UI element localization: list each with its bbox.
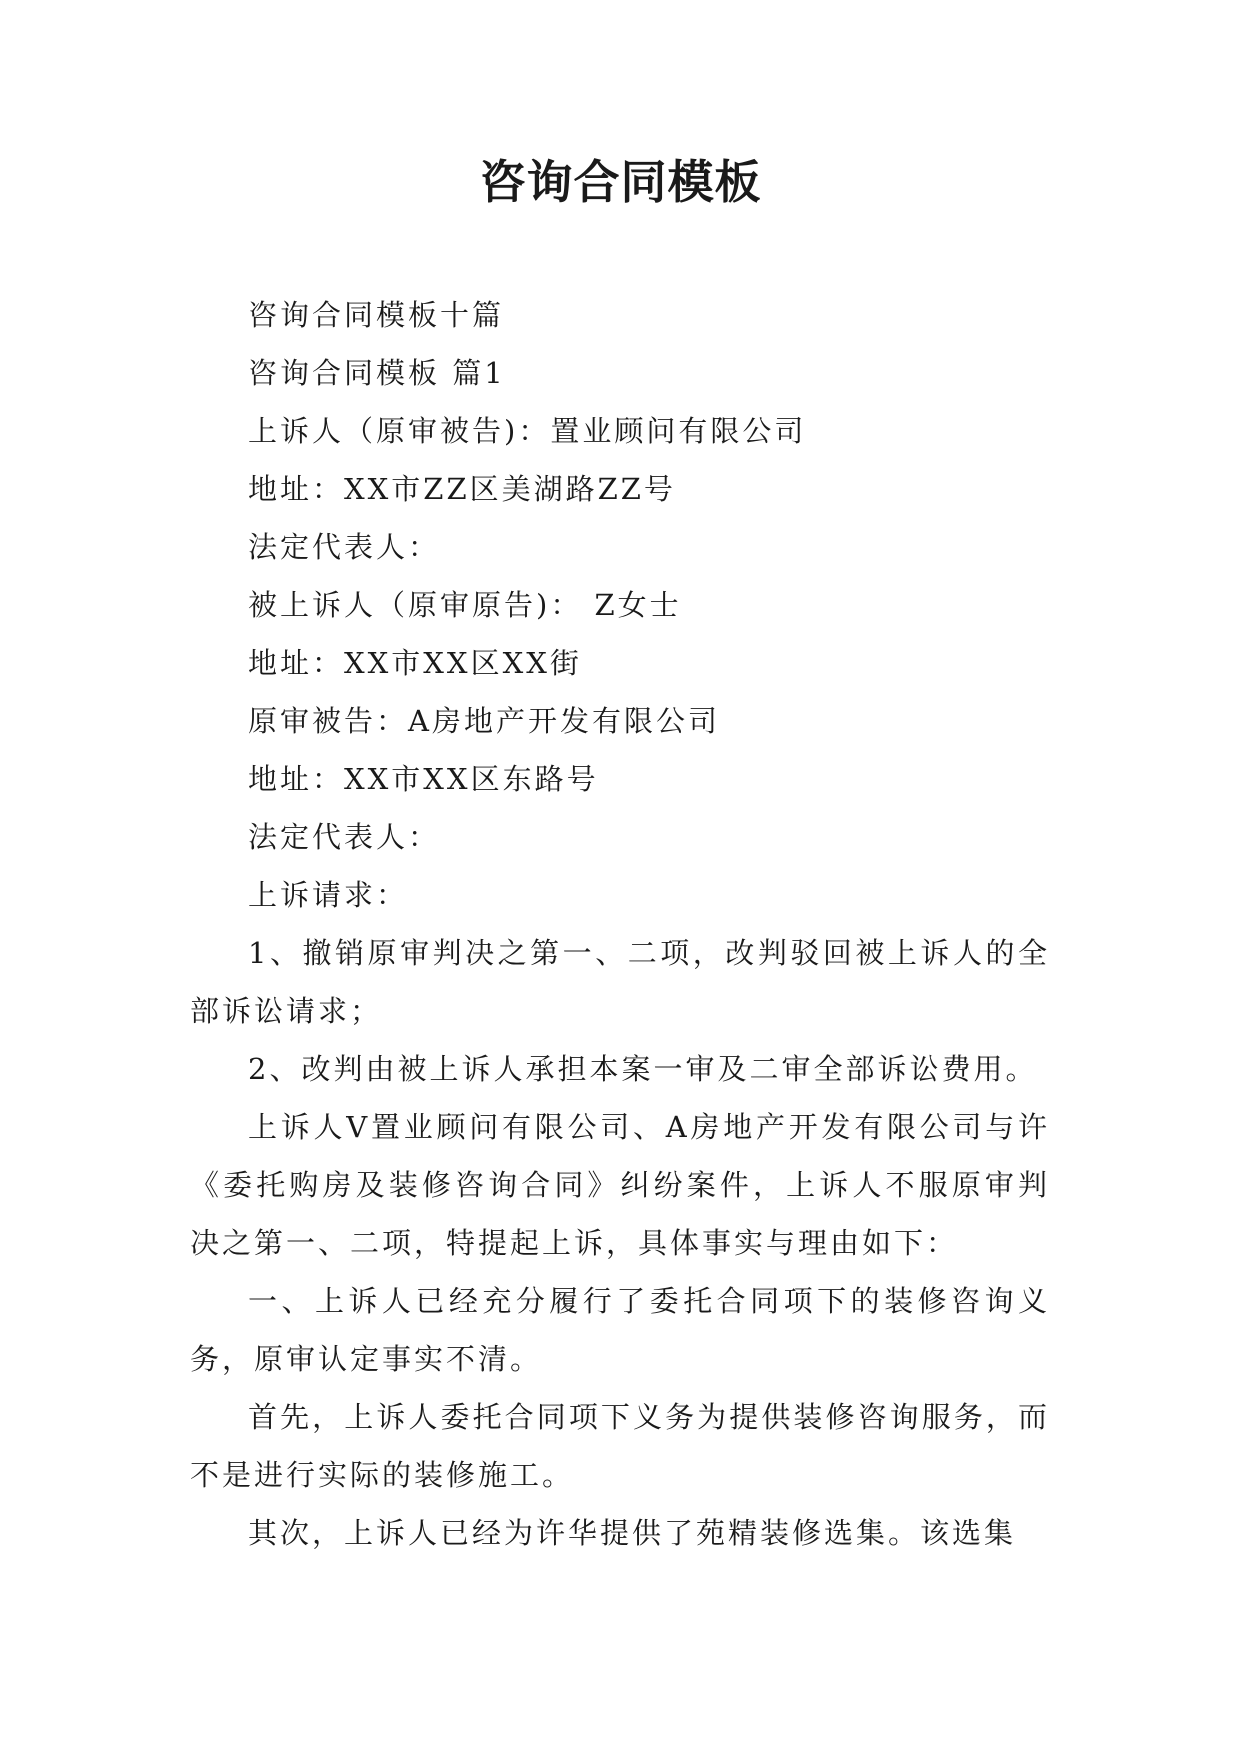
paragraph-case-statement: 上诉人V置业顾问有限公司、A房地产开发有限公司与许《委托购房及装修咨询合同》纠纷案件，上诉人不服原审判决之第一、二项，特提起上诉，具体事实与理由如下： xyxy=(190,1110,1050,1260)
paragraph-reason-second: 其次，上诉人已经为许华提供了苑精装修选集。该选集 xyxy=(248,1516,1017,1550)
paragraph-appeal-requests-heading: 上诉请求： xyxy=(248,878,409,912)
document-title: 咨询合同模板 xyxy=(479,155,762,209)
document-body xyxy=(190,286,1050,1562)
paragraph-subtitle: 咨询合同模板十篇 xyxy=(248,298,505,332)
paragraph-appellant-address: 地址：XX市ZZ区美湖路ZZ号 xyxy=(248,472,676,506)
paragraph-appeal-request-1: 1、撤销原审判决之第一、二项，改判驳回被上诉人的全部诉讼请求； xyxy=(190,936,1050,1028)
paragraph-appellant: 上诉人（原审被告)：置业顾问有限公司 xyxy=(248,414,807,448)
paragraph-reason-first: 首先，上诉人委托合同项下义务为提供装修咨询服务，而不是进行实际的装修施工。 xyxy=(190,1400,1050,1492)
paragraph-appellant-representative: 法定代表人： xyxy=(248,530,441,564)
paragraph-appellee: 被上诉人（原审原告)： Z女士 xyxy=(248,588,682,622)
paragraph-appellee-address: 地址：XX市XX区XX街 xyxy=(248,646,582,680)
paragraph-section-heading: 咨询合同模板 篇1 xyxy=(248,356,506,390)
paragraph-original-defendant-address: 地址：XX市XX区东路号 xyxy=(248,762,599,796)
paragraph-original-defendant: 原审被告：A房地产开发有限公司 xyxy=(248,704,720,738)
paragraph-appeal-request-2: 2、改判由被上诉人承担本案一审及二审全部诉讼费用。 xyxy=(248,1052,1038,1086)
paragraph-original-defendant-representative: 法定代表人： xyxy=(248,820,441,854)
paragraph-reason-1: 一、上诉人已经充分履行了委托合同项下的装修咨询义务，原审认定事实不清。 xyxy=(190,1284,1050,1376)
